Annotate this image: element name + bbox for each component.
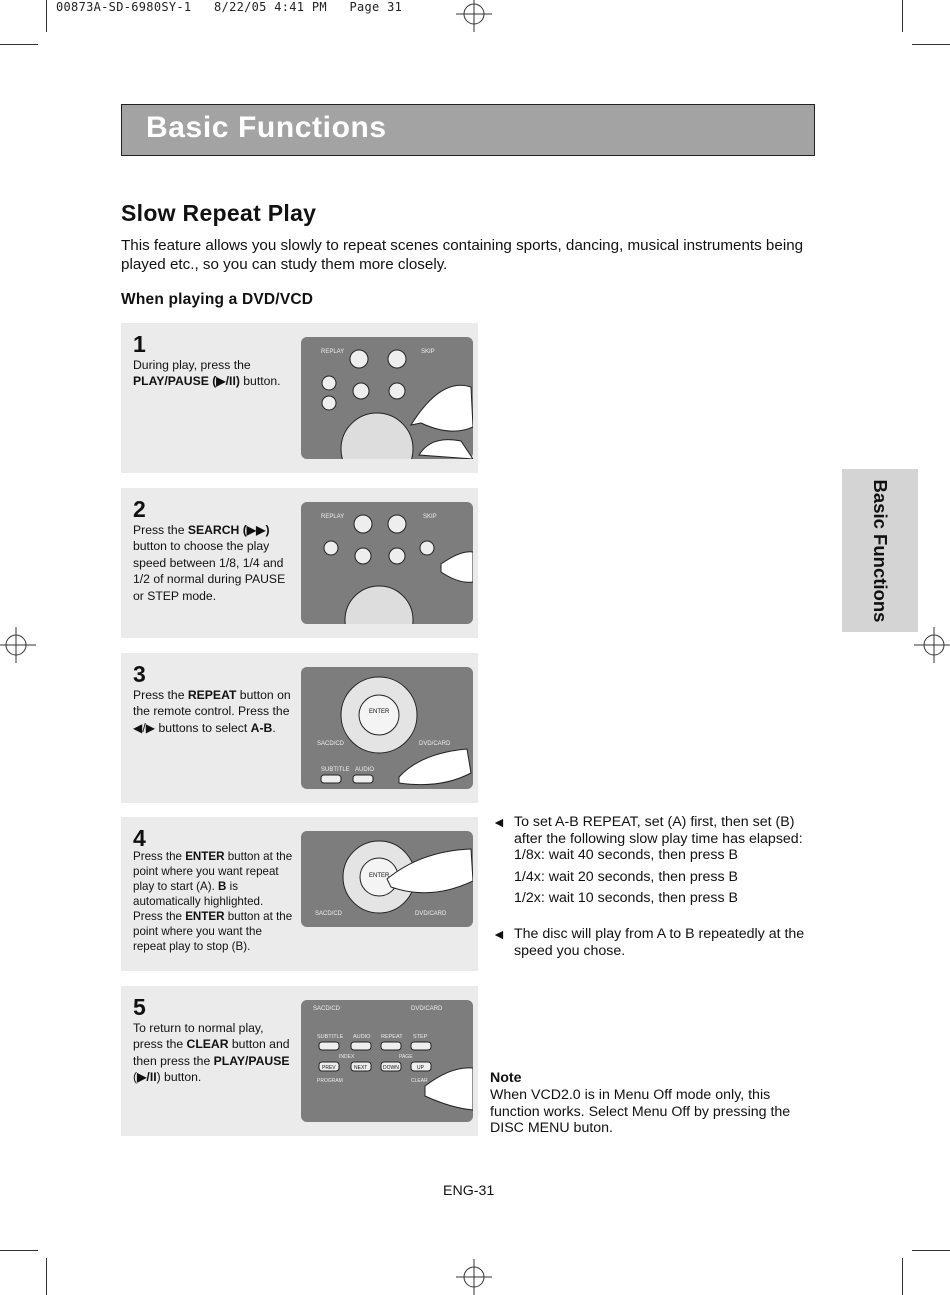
step-number: 4 <box>133 825 146 851</box>
svg-text:AUDIO: AUDIO <box>353 1034 371 1040</box>
note-disc-play: ◄ The disc will play from A to B repeatedly at the speed you chose. <box>492 925 805 959</box>
svg-text:CLEAR: CLEAR <box>411 1078 428 1084</box>
svg-text:DVD/CARD: DVD/CARD <box>415 911 447 917</box>
step-number: 3 <box>133 661 146 687</box>
intro-paragraph: This feature allows you slowly to repeat scenes containing sports, dancing, musical instruments being played etc., so you can study them more closely. <box>121 237 804 273</box>
svg-text:AUDIO: AUDIO <box>355 767 375 773</box>
svg-text:DVD/CARD: DVD/CARD <box>419 741 451 747</box>
registration-mark-icon <box>914 627 950 663</box>
remote-illustration <box>301 667 473 789</box>
step-text: Press the REPEAT button on the remote control. Press the ◀/▶ buttons to select A-B. <box>133 688 291 735</box>
note-box <box>490 1070 810 1137</box>
wait-time-1-2: 1/2x: wait 10 seconds, then press B <box>514 890 738 907</box>
crop-mark <box>912 1250 950 1251</box>
wait-time-1-4: 1/4x: wait 20 seconds, then press B <box>514 868 738 885</box>
step-number: 2 <box>133 496 146 522</box>
note-ab-repeat: ◄ To set A-B REPEAT, set (A) first, then set (B) after the following slow play time has elapsed: <box>492 814 803 847</box>
registration-mark-icon <box>456 1259 492 1295</box>
remote-illustration <box>301 1000 473 1122</box>
svg-text:NEXT: NEXT <box>354 1065 368 1071</box>
crop-mark <box>46 1258 47 1295</box>
svg-text:SKIP: SKIP <box>421 349 435 355</box>
svg-text:SACD/CD: SACD/CD <box>315 911 343 917</box>
svg-text:PREV: PREV <box>322 1065 336 1071</box>
step-text: Press the ENTER button at the point where you want repeat play to start (A). B is automatically highlighted. Press the ENTER button at the point where you want the repeat play to stop (B). <box>133 850 293 953</box>
registration-mark-icon <box>0 627 36 663</box>
svg-text:DVD/CARD: DVD/CARD <box>411 1006 443 1012</box>
step-text: To return to normal play, press the CLEAR button and then press the PLAY/PAUSE (▶/II) button. <box>133 1021 290 1085</box>
registration-mark-icon <box>456 0 492 36</box>
print-slug: 00873A-SD-6980SY-1 8/22/05 4:41 PM Page 31 <box>56 0 403 14</box>
step-1 <box>121 323 478 473</box>
note-text: When VCD2.0 is in Menu Off mode only, this function works. Select Menu Off by pressing the DISC MENU buton. <box>490 1086 791 1137</box>
svg-text:REPLAY: REPLAY <box>321 514 345 520</box>
svg-text:STEP: STEP <box>413 1034 428 1040</box>
crop-mark <box>0 1250 38 1251</box>
step-text: During play, press the PLAY/PAUSE (▶/II) button. <box>133 358 281 389</box>
side-tab <box>842 469 918 632</box>
arrow-icon: ◄ <box>492 925 506 942</box>
crop-mark <box>902 1258 903 1295</box>
step-4 <box>121 817 478 971</box>
step-number: 1 <box>133 331 146 357</box>
remote-illustration <box>301 337 473 459</box>
arrow-icon: ◄ <box>492 814 506 830</box>
crop-mark <box>46 0 47 32</box>
step-3 <box>121 653 478 803</box>
svg-text:PAGE: PAGE <box>399 1054 413 1060</box>
svg-text:ENTER: ENTER <box>369 873 390 879</box>
step-5 <box>121 986 478 1136</box>
step-2 <box>121 488 478 638</box>
remote-illustration <box>301 831 473 927</box>
crop-mark <box>902 0 903 32</box>
svg-text:SUBTITLE: SUBTITLE <box>321 767 350 773</box>
svg-text:INDEX: INDEX <box>339 1054 355 1060</box>
step-number: 5 <box>133 994 146 1020</box>
svg-text:SACD/CD: SACD/CD <box>313 1006 341 1012</box>
svg-text:SKIP: SKIP <box>423 514 437 520</box>
crop-mark <box>912 44 950 45</box>
header-title: Basic Functions <box>146 111 387 144</box>
section-title: Slow Repeat Play <box>121 200 317 226</box>
wait-time-1-8: 1/8x: wait 40 seconds, then press B <box>514 847 738 864</box>
step-text: Press the SEARCH (▶▶) button to choose the play speed between 1/8, 1/4 and 1/2 of normal during PAUSE or STEP mode. <box>133 523 286 603</box>
ab-repeat-notes <box>492 814 812 959</box>
svg-text:REPEAT: REPEAT <box>381 1034 403 1040</box>
svg-text:SUBTITLE: SUBTITLE <box>317 1034 344 1040</box>
crop-mark <box>0 44 38 45</box>
svg-text:PROGRAM: PROGRAM <box>317 1078 343 1084</box>
page-number: ENG-31 <box>443 1183 495 1199</box>
subheading: When playing a DVD/VCD <box>121 291 314 308</box>
header-bar <box>121 104 815 156</box>
svg-text:SACD/CD: SACD/CD <box>317 741 345 747</box>
svg-text:ENTER: ENTER <box>369 709 390 715</box>
note-label: Note <box>490 1070 522 1086</box>
svg-text:DOWN: DOWN <box>383 1065 399 1071</box>
side-tab-label: Basic Functions <box>870 479 891 622</box>
svg-text:REPLAY: REPLAY <box>321 349 345 355</box>
remote-illustration <box>301 502 473 624</box>
svg-text:UP: UP <box>417 1065 424 1071</box>
